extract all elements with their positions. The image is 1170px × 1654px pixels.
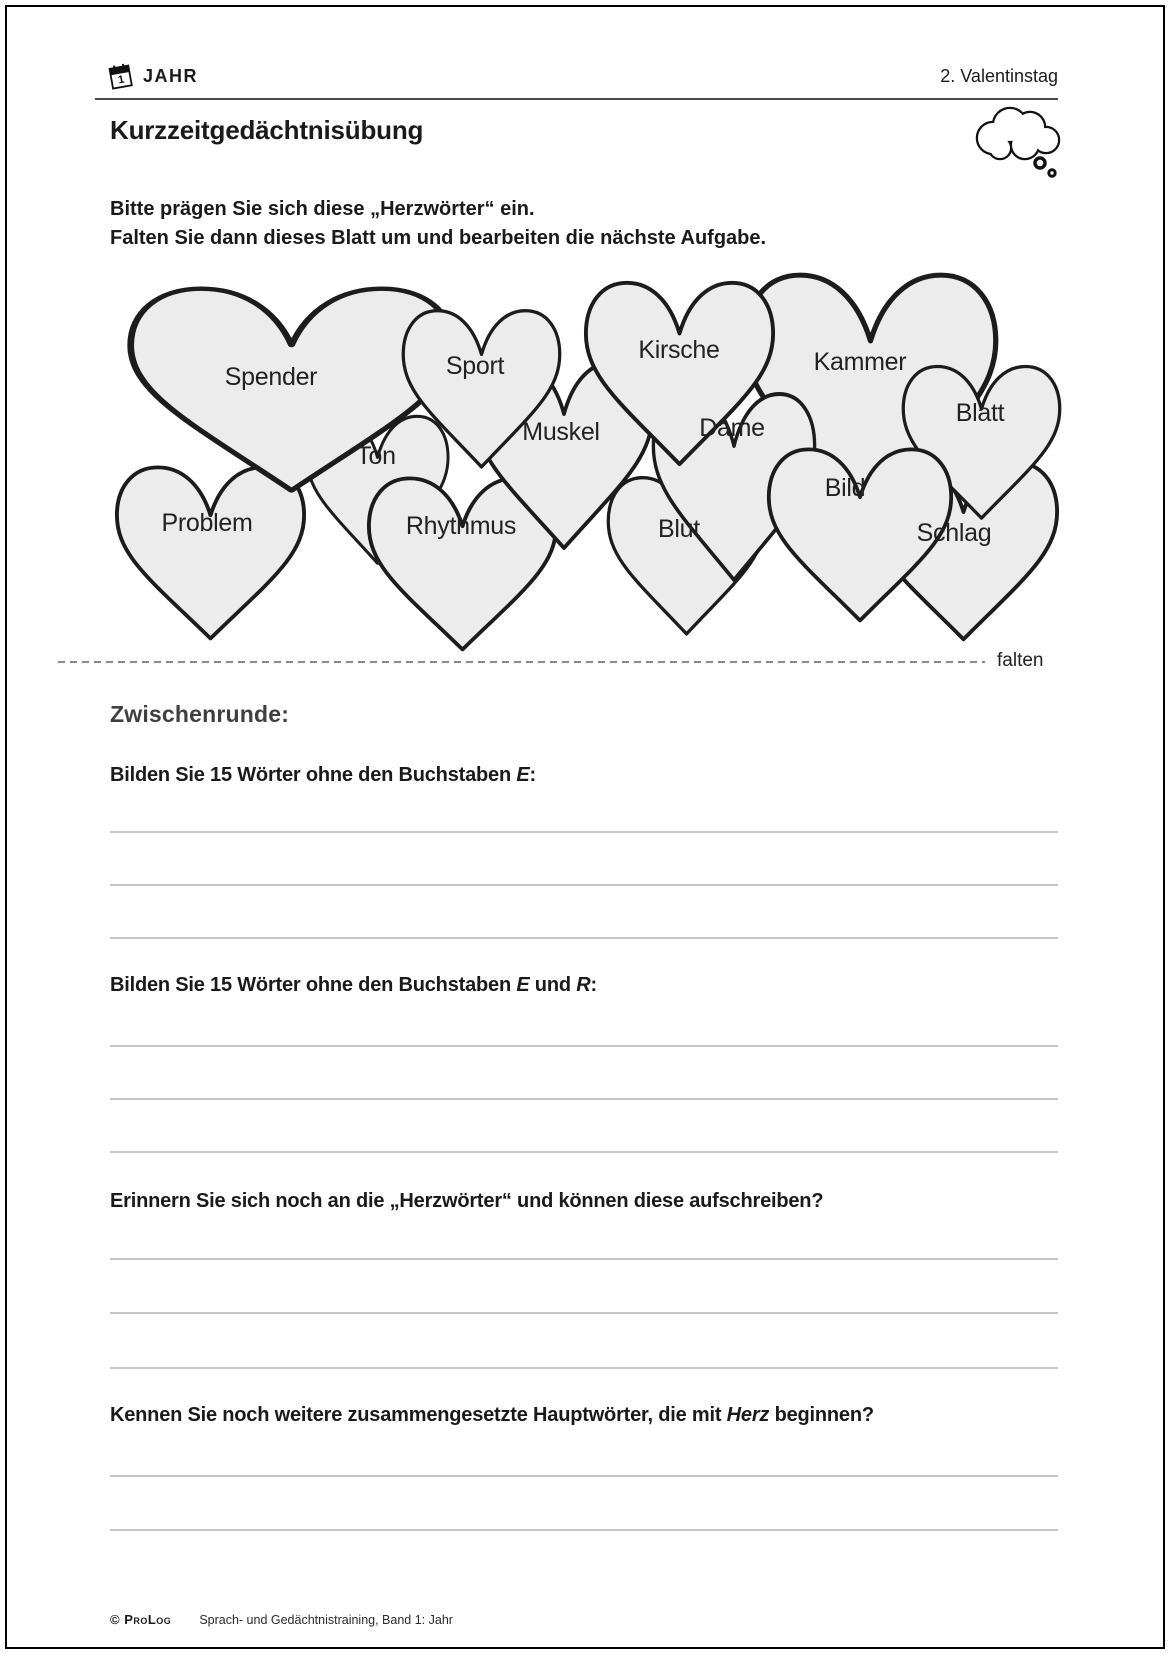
fold-label: falten: [997, 650, 1044, 671]
question-1-colon: :: [529, 764, 536, 786]
heart-word: Blut: [658, 515, 700, 543]
section-heading: Zwischenrunde:: [110, 701, 290, 727]
heart-word: Schlag: [916, 519, 992, 547]
heart-word: Blatt: [955, 399, 1005, 427]
answer-line: [110, 1367, 1058, 1369]
section-label: 2. Valentinstag: [940, 66, 1058, 86]
answer-line: [110, 937, 1058, 939]
answer-line: [110, 831, 1058, 833]
answer-line: [110, 1529, 1058, 1531]
answer-line: [110, 1151, 1058, 1153]
heart-word: Bild: [824, 474, 866, 502]
question-3: [110, 1189, 823, 1213]
heart-shape-problem: [117, 467, 304, 638]
question-1-text: Bilden Sie 15 Wörter ohne den Buchstaben: [110, 764, 517, 786]
question-4-herz: Herz: [726, 1404, 770, 1426]
fold-dashed-line: [58, 661, 985, 663]
heart-word: Sport: [445, 352, 505, 380]
question-2-letter-e: E: [516, 974, 530, 996]
heart-word: Dame: [699, 414, 765, 442]
question-1: [110, 763, 536, 787]
question-3-text: Erinnern Sie sich noch an die „Herzwörter“ und können diese aufschreiben?: [110, 1190, 824, 1212]
question-2-colon: :: [590, 974, 597, 996]
question-2-letter-r: R: [576, 974, 591, 996]
answer-line: [110, 1045, 1058, 1047]
page-footer: [110, 1612, 453, 1627]
heart-word: Kirsche: [638, 336, 720, 364]
question-2-und: und: [529, 974, 577, 996]
question-4: [110, 1403, 874, 1427]
question-4-text: Kennen Sie noch weitere zusammengesetzte Hauptwörter, die mit: [110, 1404, 727, 1426]
chapter-label: JAHR: [143, 65, 199, 86]
question-4-end: beginnen?: [769, 1404, 874, 1426]
svg-text:1: 1: [117, 73, 126, 87]
heart-word: Problem: [161, 509, 253, 537]
question-2-text: Bilden Sie 15 Wörter ohne den Buchstaben: [110, 974, 517, 996]
heart-word: Rhythmus: [405, 512, 517, 540]
thought-bubble-icon: [965, 100, 1075, 185]
heart-word: Muskel: [522, 418, 600, 446]
answer-line: [110, 884, 1058, 886]
heart-word: Spender: [224, 363, 318, 391]
answer-line: [110, 1312, 1058, 1314]
series-title: Sprach- und Gedächtnistraining, Band 1: Jahr: [199, 1613, 453, 1627]
answer-line: [110, 1258, 1058, 1260]
answer-line: [110, 1098, 1058, 1100]
instructions: [110, 195, 766, 253]
answer-line: [110, 1475, 1058, 1477]
calendar-icon: [108, 62, 134, 90]
heart-word: Ton: [356, 442, 396, 470]
question-1-letter: E: [516, 764, 530, 786]
instruction-line-1: Bitte prägen Sie sich diese „Herzwörter“ ein.: [110, 198, 535, 220]
hearts-cluster: [0, 250, 1170, 670]
header-rule: [95, 98, 1058, 100]
header-left: [108, 62, 198, 90]
publisher-logo: © ProLog: [110, 1612, 172, 1627]
instruction-line-2: Falten Sie dann dieses Blatt um und bearbeiten die nächste Aufgabe.: [110, 227, 767, 249]
question-2: [110, 973, 597, 997]
heart-word: Kammer: [813, 348, 907, 376]
page-title: Kurzzeitgedächtnisübung: [110, 115, 424, 145]
